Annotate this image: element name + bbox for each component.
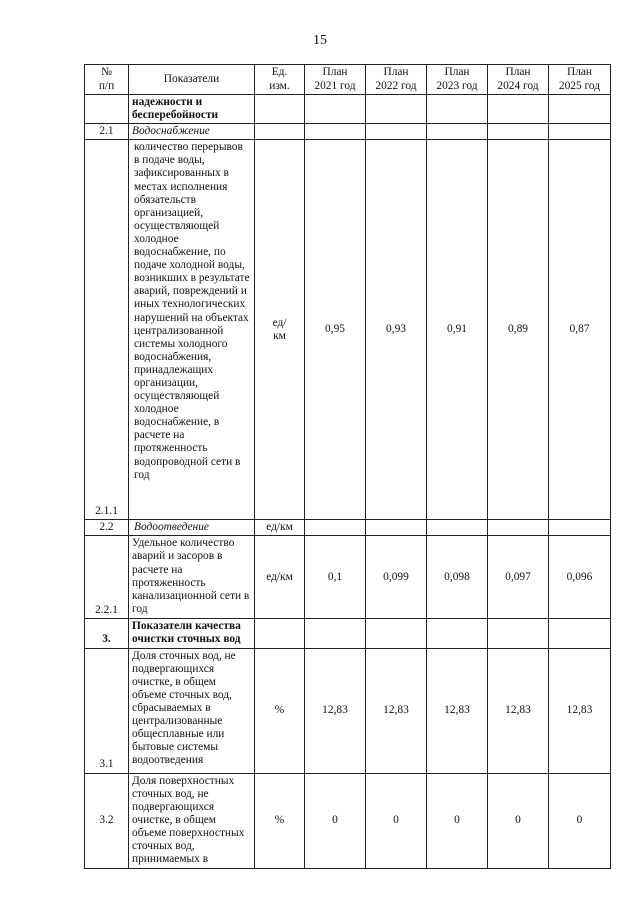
table-row [85, 124, 611, 140]
row-value-2023: 0 [427, 773, 488, 868]
table-row [85, 536, 611, 619]
row-num: 2.2 [85, 520, 129, 536]
table-row [85, 619, 611, 648]
row-value-2021: 0,1 [305, 536, 366, 619]
row-num: 2.2.1 [85, 536, 129, 619]
row-value-2023: 12,83 [427, 648, 488, 773]
indicators-table [84, 64, 611, 869]
row-value-2023: 0,91 [427, 140, 488, 520]
row-unit: ед/км [255, 536, 305, 619]
row-value-2022: 0 [366, 773, 427, 868]
table-row [85, 140, 611, 520]
row-num: 3.1 [85, 648, 129, 773]
row-value-2021: 0,95 [305, 140, 366, 520]
row-num: 2.1 [85, 124, 129, 140]
row-num: 3. [85, 619, 129, 648]
row-unit: ед/ км [255, 140, 305, 520]
row-name: Доля поверхностных сточных вод, не подвергающихся очистке, в общем объеме поверхностных сточных вод, принимаемых в [129, 773, 255, 868]
row-unit: % [255, 773, 305, 868]
row-name: надежности и бесперебойности [129, 95, 255, 124]
header-plan-2025: План 2025 год [549, 65, 611, 95]
row-value-2021: 0 [305, 773, 366, 868]
row-unit: % [255, 648, 305, 773]
row-value-2022: 0,93 [366, 140, 427, 520]
row-name: Водоснабжение [129, 124, 255, 140]
row-name: Доля сточных вод, не подвергающихся очистке, в общем объеме сточных вод, сбрасываемых в централизованные общесплавные или бытовые системы водоотведения [129, 648, 255, 773]
table-row [85, 520, 611, 536]
row-unit: ед/км [255, 520, 305, 536]
row-name: Показатели качества очистки сточных вод [129, 619, 255, 648]
header-plan-2023: План 2023 год [427, 65, 488, 95]
row-name: Водоотведение [129, 520, 255, 536]
row-num: 3.2 [85, 773, 129, 868]
row-num: 2.1.1 [85, 140, 129, 520]
header-plan-2021: План 2021 год [305, 65, 366, 95]
row-value-2025: 0 [549, 773, 611, 868]
table-row [85, 648, 611, 773]
row-value-2022: 0,099 [366, 536, 427, 619]
row-value-2024: 12,83 [488, 648, 549, 773]
header-plan-2022: План 2022 год [366, 65, 427, 95]
row-value-2025: 0,096 [549, 536, 611, 619]
row-name: количество перерывов в подаче воды, зафиксированных в местах исполнения обязательств организацией, осуществляющей холодное водоснабжение, по подаче холодной воды, возникших в результате аварий, повреждений и иных технологических нарушений на объектах централизованной системы холодного водоснабжения, принадлежащих организации, осуществляющей холодное водоснабжение, в расчете на протяженность водопроводной сети в год [129, 140, 255, 520]
header-plan-2024: План 2024 год [488, 65, 549, 95]
row-value-2024: 0,097 [488, 536, 549, 619]
table-row [85, 95, 611, 124]
row-name: Удельное количество аварий и засоров в расчете на протяженность канализационной сети в год [129, 536, 255, 619]
row-num [85, 95, 129, 124]
table-header-row [85, 65, 611, 95]
header-indicator: Показатели [129, 65, 255, 95]
page-number: 15 [313, 33, 327, 48]
row-value-2025: 12,83 [549, 648, 611, 773]
header-num: № п/п [85, 65, 129, 95]
row-value-2023: 0,098 [427, 536, 488, 619]
row-value-2022: 12,83 [366, 648, 427, 773]
header-unit: Ед. изм. [255, 65, 305, 95]
row-value-2025: 0,87 [549, 140, 611, 520]
table-row [85, 773, 611, 868]
row-value-2024: 0,89 [488, 140, 549, 520]
row-value-2024: 0 [488, 773, 549, 868]
row-value-2021: 12,83 [305, 648, 366, 773]
